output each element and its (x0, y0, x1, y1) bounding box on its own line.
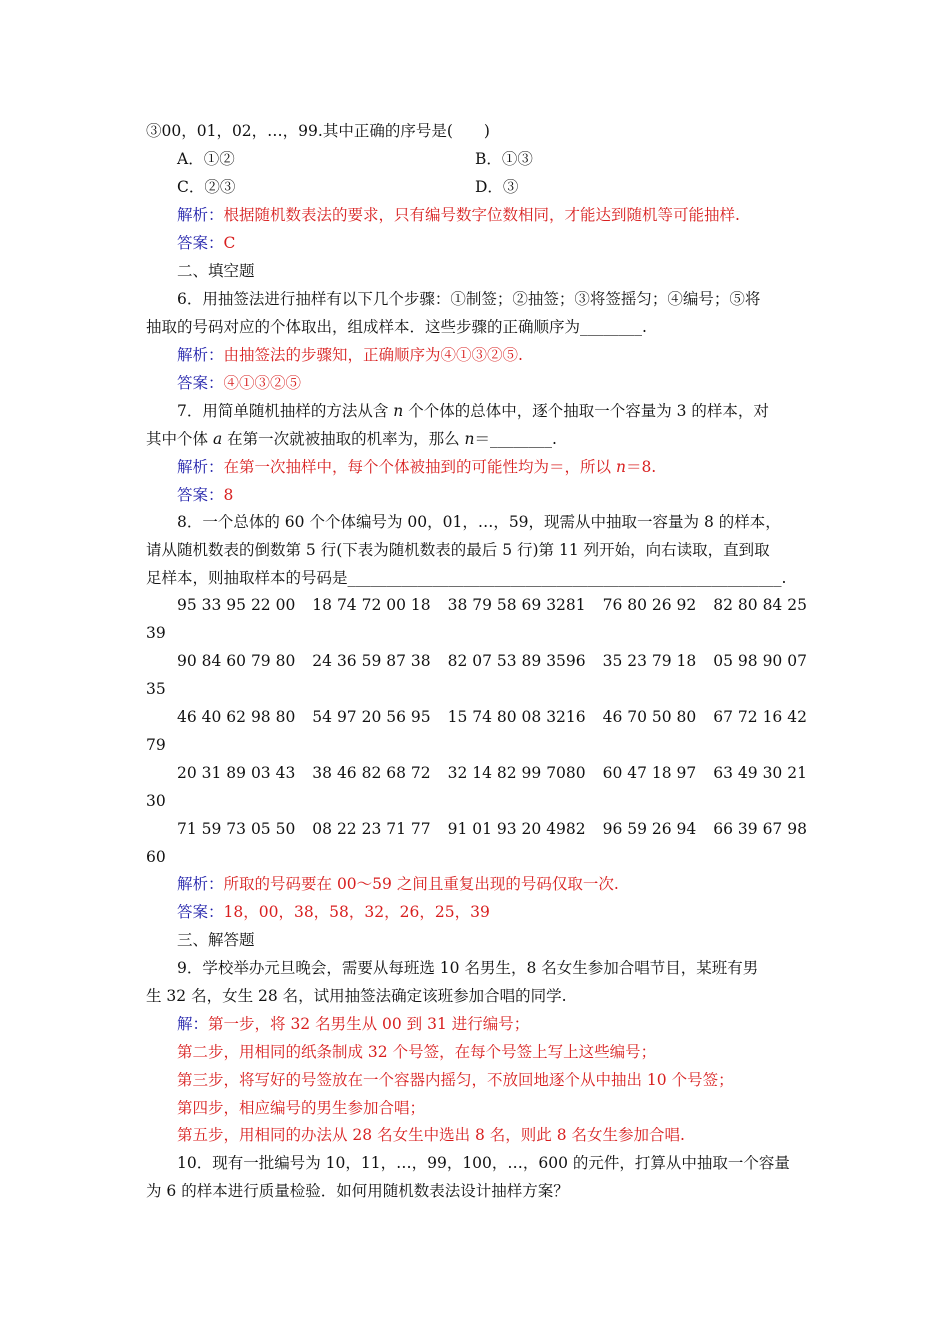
q5-option-a: A．①② (177, 150, 235, 168)
q7-text: 7．用简单随机抽样的方法从含 (177, 402, 394, 420)
solution-label: 解： (177, 1015, 209, 1033)
q9-text-line1: 9．学校举办元旦晚会，需要从每班选 10 名男生，8 名女生参加合唱节目，某班有男 (177, 959, 759, 977)
q5-analysis (177, 204, 740, 226)
q5-option-line: ③00，01，02，…，99.其中正确的序号是( ) (146, 122, 490, 140)
q5-option-b: B．①③ (475, 150, 533, 168)
table-row (177, 818, 807, 840)
q7-text: 在第一次就被抽取的机率为，那么 (222, 430, 465, 448)
q8-text-line3: 足样本，则抽取样本的号码是________________________________________________________. (146, 569, 787, 587)
q10-text-line1: 10．现有一批编号为 10，11，…，99，100，…，600 的元件，打算从中抽取一个容量 (177, 1154, 790, 1172)
table-cell-group: 67 72 16 42 (713, 708, 807, 726)
q8-answer (177, 901, 490, 923)
table-cell-group: 82 80 84 25 (713, 596, 807, 614)
q10-text-line2: 为 6 的样本进行质量检验．如何用随机数表法设计抽样方案？ (146, 1182, 569, 1200)
table-cell-group: 95 33 95 22 00 (177, 596, 296, 614)
table-cell-group: 15 74 80 08 3216 (447, 708, 586, 726)
answer-label: 答案： (177, 234, 224, 252)
analysis-text: 由抽签法的步骤知，正确顺序为④①③②⑤. (223, 346, 523, 364)
table-cell-group: 32 14 82 99 7080 (447, 764, 586, 782)
q7-text-line2 (146, 428, 557, 450)
table-cell-group: 35 23 79 18 (602, 652, 697, 670)
q8-text-line1: 8．一个总体的 60 个个体编号为 00，01，…，59，现需从中抽取一容量为 8 的样本， (177, 513, 781, 531)
table-row-wrap: 35 (146, 680, 166, 698)
analysis-variable-n: n (615, 458, 626, 476)
table-cell-group: 24 36 59 87 38 (312, 652, 431, 670)
analysis-label: 解析： (177, 458, 224, 476)
table-row-wrap: 79 (146, 736, 166, 754)
table-row (177, 762, 807, 784)
answer-text: 8 (223, 486, 234, 504)
analysis-text: 根据随机数表法的要求，只有编号数字位数相同，才能达到随机等可能抽样. (223, 206, 740, 224)
q7-variable-n: n (393, 402, 404, 420)
q6-analysis (177, 344, 523, 366)
table-row (177, 594, 807, 616)
analysis-text: 所取的号码要在 00～59 之间且重复出现的号码仅取一次. (223, 875, 619, 893)
q5-option-c: C．②③ (177, 178, 236, 196)
q7-text: 其中个体 (146, 430, 213, 448)
table-cell-group: 66 39 67 98 (713, 820, 807, 838)
q9-solution-step1 (177, 1013, 529, 1035)
q9-solution-step3: 第三步，将写好的号签放在一个容器内摇匀，不放回地逐个从中抽出 10 个号签； (177, 1071, 734, 1089)
answer-label: 答案： (177, 486, 224, 504)
q8-analysis (177, 873, 619, 895)
q9-text-line2: 生 32 名，女生 28 名，试用抽签法确定该班参加合唱的同学. (146, 987, 567, 1005)
analysis-label: 解析： (177, 875, 224, 893)
answer-label: 答案： (177, 903, 224, 921)
q7-variable-a: a (212, 430, 223, 448)
answer-text: ④①③②⑤ (223, 374, 302, 392)
q7-variable-n: n (464, 430, 475, 448)
q7-text-line1 (177, 400, 769, 422)
table-cell-group: 46 40 62 98 80 (177, 708, 296, 726)
q5-options-row2 (177, 176, 519, 198)
table-cell-group: 05 98 90 07 (713, 652, 807, 670)
section-heading-fill-in: 二、填空题 (177, 262, 255, 280)
analysis-text: ＝8. (625, 458, 657, 476)
q7-answer (177, 484, 233, 506)
table-cell-group: 20 31 89 03 43 (177, 764, 296, 782)
analysis-label: 解析： (177, 206, 224, 224)
q7-text: ＝________. (474, 430, 557, 448)
table-cell-group: 38 79 58 69 3281 (447, 596, 586, 614)
q6-text-line2: 抽取的号码对应的个体取出，组成样本．这些步骤的正确顺序为________. (146, 318, 647, 336)
table-cell-group: 38 46 82 68 72 (312, 764, 431, 782)
q5-options-row1 (177, 148, 533, 170)
q9-solution-step5: 第五步，用相同的办法从 28 名女生中选出 8 名，则此 8 名女生参加合唱. (177, 1126, 685, 1144)
section-heading-solutions: 三、解答题 (177, 931, 255, 949)
q6-answer (177, 372, 301, 394)
table-row-wrap: 60 (146, 848, 166, 866)
table-cell-group: 60 47 18 97 (602, 764, 697, 782)
table-cell-group: 76 80 26 92 (602, 596, 697, 614)
answer-label: 答案： (177, 374, 224, 392)
table-cell-group: 96 59 26 94 (602, 820, 697, 838)
table-row-wrap: 39 (146, 624, 166, 642)
q8-text-line2: 请从随机数表的倒数第 5 行(下表为随机数表的最后 5 行)第 11 列开始，向右读取，直到取 (146, 541, 770, 559)
table-cell-group: 08 22 23 71 77 (312, 820, 431, 838)
q7-text: 个个体的总体中，逐个抽取一个容量为 3 的样本，对 (403, 402, 769, 420)
table-cell-group: 82 07 53 89 3596 (447, 652, 586, 670)
table-cell-group: 71 59 73 05 50 (177, 820, 296, 838)
q5-option-d: D．③ (475, 178, 519, 196)
table-row (177, 650, 807, 672)
q6-text-line1: 6．用抽签法进行抽样有以下几个步骤：①制签；②抽签；③将签摇匀；④编号；⑤将 (177, 290, 761, 308)
q5-answer (177, 232, 235, 254)
table-row-wrap: 30 (146, 792, 166, 810)
solution-text: 第一步，将 32 名男生从 00 到 31 进行编号； (208, 1015, 530, 1033)
q9-solution-step4: 第四步，相应编号的男生参加合唱； (177, 1099, 426, 1117)
q7-analysis (177, 456, 656, 478)
table-cell-group: 91 01 93 20 4982 (447, 820, 586, 838)
analysis-text: 在第一次抽样中，每个个体被抽到的可能性均为＝，所以 (223, 458, 616, 476)
analysis-label: 解析： (177, 346, 224, 364)
table-cell-group: 18 74 72 00 18 (312, 596, 431, 614)
table-cell-group: 63 49 30 21 (713, 764, 807, 782)
answer-text: 18，00，38，58，32，26，25，39 (223, 903, 490, 921)
table-row (177, 706, 807, 728)
table-cell-group: 90 84 60 79 80 (177, 652, 296, 670)
table-cell-group: 54 97 20 56 95 (312, 708, 431, 726)
answer-text: C (223, 234, 236, 252)
table-cell-group: 46 70 50 80 (602, 708, 697, 726)
q9-solution-step2: 第二步，用相同的纸条制成 32 个号签，在每个号签上写上这些编号； (177, 1043, 657, 1061)
